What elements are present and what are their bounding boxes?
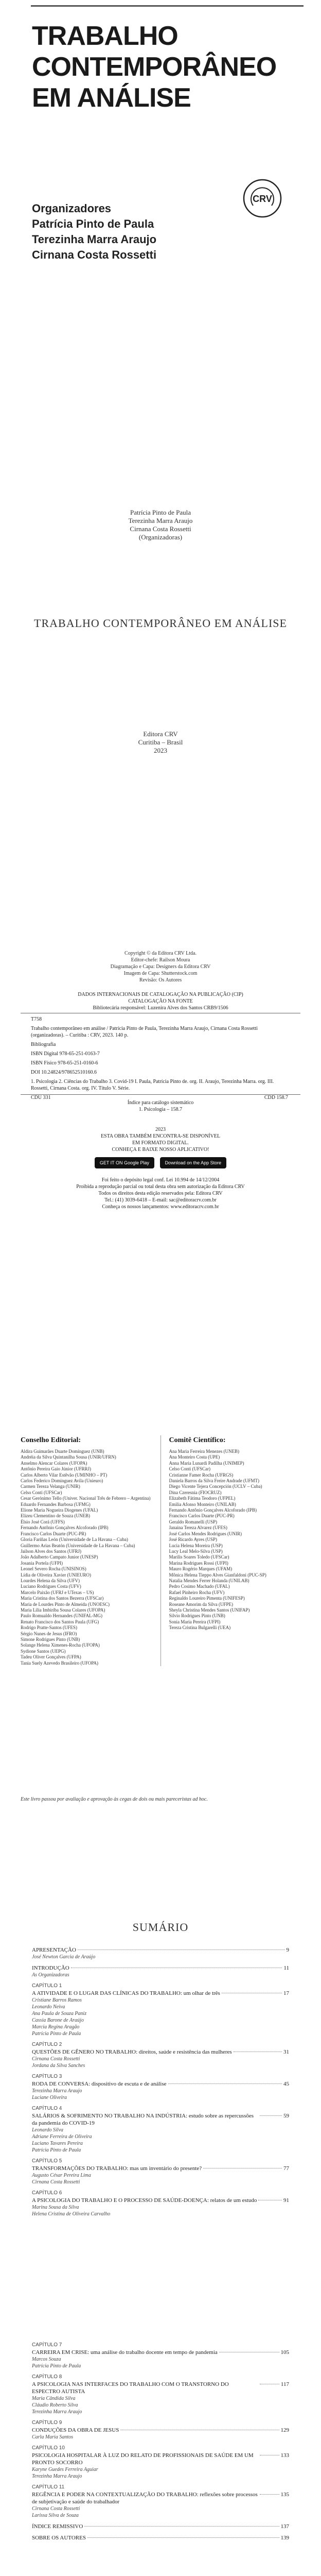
- summary-entry-title: A PSICOLOGIA NAS INTERFACES DO TRABALHO COM O TRANSTORNO DO ESPECTRO AUTISTA: [32, 2381, 229, 2395]
- legal-line: Foi feito o depósito legal conf. Lei 10.994 de 14/12/2004: [101, 1177, 220, 1183]
- editorial-member: Lídia de Oliveira Xavier (UNIEURO): [21, 1572, 91, 1578]
- summary-author: Marina Sousa da Silva: [32, 2205, 79, 2210]
- half-title-page: [0, 462, 321, 924]
- summary-title-row: [32, 2048, 289, 2056]
- organizer-name: Terezinha Marra Araujo: [128, 517, 193, 524]
- summary-author: Luciano Tavares Pereira: [32, 2141, 83, 2146]
- editorial-member: Élsio José Corá (UFFS): [21, 1519, 65, 1524]
- crv-logo-icon: [242, 178, 283, 219]
- cdu-code: CDU 331: [31, 1095, 51, 1100]
- summary-title-row: [32, 2349, 289, 2356]
- summary-page-2: [0, 2311, 321, 2576]
- summary-chapter-label: CAPÍTULO 11: [32, 2484, 65, 2490]
- scientific-member: José Ricardo Ayres (USP): [169, 1537, 217, 1543]
- summary-entry[interactable]: [32, 2523, 289, 2530]
- editorial-member: Maria Lília Imbiriba Sousa Colares (UFOPA): [21, 1607, 105, 1613]
- cip-title-line: CATALOGAÇÃO NA FONTE: [128, 998, 193, 1004]
- summary-entry-title: SOBRE OS AUTORES: [32, 2535, 86, 2541]
- summary-author: As Organizadoras: [32, 1972, 69, 1978]
- summary-leader-dots: [168, 2083, 282, 2084]
- summary-author: Maria Cândida Silva: [32, 2396, 76, 2401]
- cip-title-line: DADOS INTERNACIONAIS DE CATALOGAÇÃO NA PUBLICAÇÃO (CIP): [78, 992, 243, 997]
- scientific-member: Ana Maria Ferreira Menezes (UNEB): [169, 1449, 239, 1454]
- summary-title-row: [32, 2112, 289, 2127]
- summary-entry-title: APRESENTAÇÃO: [32, 1947, 76, 1953]
- summary-entry-title: INTRODUÇÃO: [32, 1965, 69, 1971]
- summary-entry-title: PSICOLOGIA HOSPITALAR À LUZ DO RELATO DE PROFISSIONAIS DE SAÚDE EM UM PRONTO SOCORRO: [32, 2452, 254, 2466]
- summary-entry[interactable]: [32, 1964, 289, 1978]
- editorial-member: Simone Rodrigues Pinto (UNB): [21, 1637, 80, 1642]
- editorial-member: Sérgio Nunes de Jesus (IFRO): [21, 1631, 77, 1636]
- summary-entry[interactable]: [32, 2445, 289, 2480]
- summary-title-row: [32, 1964, 289, 1972]
- scientific-committee-title: Comitê Científico:: [169, 1436, 226, 1444]
- summary-leader-dots: [260, 2115, 282, 2116]
- editorial-member: Andréia da Silva Quintanilha Sousa (UNIR/UFRN): [21, 1454, 116, 1460]
- summary-chapter-label: CAPÍTULO 9: [32, 2420, 62, 2426]
- summary-entry[interactable]: [32, 1982, 289, 2037]
- scientific-member: Celso Conti (UFSCar): [169, 1466, 211, 1472]
- editorial-member: Carlos Federico Dominguez Avila (Unieuro): [21, 1478, 103, 1484]
- scientific-member: Diego Vicente Tejera Concepción (UCLV – Cuba): [169, 1484, 262, 1489]
- editorial-member: Lourdes Helena da Silva (UFV): [21, 1578, 80, 1583]
- editorial-member: Luciano Rodrigues Costa (UFV): [21, 1584, 81, 1589]
- scientific-member: Reginaldo Loureiro Pimenta (UNIFESP): [169, 1596, 245, 1601]
- summary-leader-dots: [84, 2526, 279, 2527]
- editorial-member: Leonel Severo Rocha (UNISINOS): [21, 1566, 86, 1572]
- editorial-member: Guillermo Arias Beatón (Universidade de La Havana – Cuba): [21, 1543, 135, 1548]
- summary-author: Ana Paula de Souza Paniz: [32, 2011, 87, 2016]
- editorial-member: Maria de Lourdes Pinto de Almeida (UNOESC): [21, 1601, 110, 1607]
- scientific-member: Francisco Carlos Duarte (PUC-PR): [169, 1513, 235, 1519]
- editorial-member: João Adalberto Campato Junior (UNESP): [21, 1554, 98, 1560]
- scientific-member: Lucia Helena Moreira (USP): [169, 1543, 223, 1548]
- scientific-committee: [169, 1435, 301, 1666]
- summary-entry[interactable]: [32, 2190, 289, 2217]
- cip-title: [0, 991, 321, 1011]
- cip-subjects: 1. Psicologia 2. Ciências do Trabalho 3. Covid-19 I. Paula, Patrícia Pinto de. org. II. Araujo, Terezinha Marra. org. III. Rossetti, Cirnana Costa. org. IV. Título V. Série.: [31, 1079, 274, 1091]
- organizer-name: Terezinha Marra Araujo: [32, 233, 157, 246]
- legal-notice: [0, 1177, 321, 1210]
- summary-entry[interactable]: [32, 2484, 289, 2519]
- summary-page-number: 137: [280, 2523, 289, 2530]
- summary-author: Helena Cristina de Oliveira Carvalho: [32, 2211, 111, 2217]
- scientific-member: Rafael Pinheiro Rocha (UFV): [169, 1589, 225, 1595]
- summary-page-number: 133: [280, 2452, 289, 2459]
- organizers-label: Organizadores: [32, 202, 112, 215]
- scientific-member: Emilia Afonso Monteiro (UNILAB): [169, 1501, 236, 1507]
- organizer-name: Cirnana Costa Rossetti: [130, 525, 191, 533]
- summary-title-row: [32, 2491, 289, 2505]
- summary-leader-dots: [260, 2494, 279, 2495]
- summary-author: Leonardo Neiva: [32, 2004, 65, 2010]
- organizers-list: [0, 509, 321, 541]
- summary-page-number: 45: [283, 2081, 289, 2087]
- organizers-block: [32, 201, 238, 263]
- summary-title-row: [32, 2523, 289, 2530]
- summary-author: Terezinha Marra Araujo: [32, 2409, 82, 2415]
- isbn-fisico: ISBN Físico 978-65-251-0160-6: [31, 1060, 98, 1066]
- organizer-name: Cirnana Costa Rossetti: [32, 248, 157, 261]
- summary-title-row: [32, 2197, 289, 2204]
- editorial-member: Francisco Carlos Duarte (PUC-PR): [21, 1531, 86, 1536]
- publisher-block: [0, 730, 321, 755]
- summary-author: José Newton Garcia de Araújo: [32, 1954, 96, 1960]
- summary-author: Cassia Barone de Araújo: [32, 2018, 84, 2023]
- summary-author: Jordana da Silva Sanches: [32, 2063, 85, 2069]
- organizer-name: Patrícia Pinto de Paula: [130, 509, 191, 516]
- cover-title-line: EM ANÁLISE: [32, 83, 191, 113]
- cip-record: [31, 1016, 288, 1104]
- cover-title-line: TRABALHO: [32, 21, 178, 51]
- editorial-member: Josania Portela (UFPI): [21, 1560, 63, 1566]
- editorial-board-list: [21, 1449, 152, 1666]
- summary-page-number: 117: [280, 2381, 289, 2387]
- scientific-member: Elizabeth Fátima Teodoro (UFPEL): [169, 1496, 236, 1501]
- summary-chapter-label: CAPÍTULO 10: [32, 2445, 65, 2451]
- scientific-member: Mauro Rogério Marques (UFAM): [169, 1566, 233, 1572]
- summary-page-number: 59: [283, 2113, 289, 2119]
- summary-author: Marcia Regina Aragão: [32, 2024, 80, 2030]
- editorial-board-title: Conselho Editorial:: [21, 1436, 81, 1444]
- cover-title-line: CONTEMPORÂNEO: [32, 52, 277, 82]
- scientific-member: José Carlos Mendes Rodrigues (UNIR): [169, 1531, 242, 1536]
- publisher-city: Curitiba – Brasil: [138, 738, 183, 746]
- editorial-member: Renato Francisco dos Santos Paula (UFG): [21, 1619, 99, 1624]
- digital-edition-note: [0, 1126, 321, 1153]
- summary-entry[interactable]: [32, 2419, 289, 2441]
- scientific-member: Janaina Tereza Alvarez (UFES): [169, 1525, 227, 1531]
- summary-chapter-label: CAPÍTULO 8: [32, 2374, 62, 2380]
- summary-page-number: 77: [283, 2165, 289, 2172]
- scientific-member: Ana Monteiro Costa (UPE): [169, 1454, 220, 1460]
- editorial-member: Gloria Fariñas León (Universidade de La Havana – Cuba): [21, 1537, 128, 1543]
- summary-author: Leonardo Silva: [32, 2127, 64, 2133]
- print-year: 2023: [155, 1127, 166, 1132]
- boards-divider: [160, 1435, 161, 1666]
- cip-bottom-rule: [21, 1094, 300, 1095]
- design-line: Diagramação e Capa: Designers da Editora CRV: [110, 964, 211, 970]
- summary-entry-title: SALÁRIOS & SOFRIMENTO NO TRABALHO NA INDÚSTRIA: estudo sobre as repercussões da pandemia do COVID-19: [32, 2113, 254, 2126]
- summary-entry[interactable]: [32, 2342, 289, 2369]
- scientific-member: Roseane Amorim da Silva (UFPE): [169, 1601, 233, 1607]
- summary-author: Marcos Souza: [32, 2357, 61, 2362]
- scientific-member: Natalia Mendes Ferrer Holanda (UNILAB): [169, 1578, 249, 1583]
- editorial-member: Tania Suely Azevedo Brasileiro (UFOPA): [21, 1660, 99, 1666]
- scientific-member: Tereza Cristina Bulgarelli (UEA): [169, 1625, 231, 1631]
- summary-title-row: [32, 1946, 289, 1954]
- catalog-index: [0, 1099, 321, 1113]
- editorial-member: Eduardo Fernandes Barbosa (UFMG): [21, 1501, 91, 1507]
- summary-entry-title: A PSICOLOGIA DO TRABALHO E O PROCESSO DE SAÚDE-DOENÇA: relatos de um estudo: [32, 2197, 257, 2204]
- index-entry: 1. Psicologia – 158.7: [138, 1107, 183, 1112]
- scientific-member: Marilis Soares Toledo (UFSCar): [169, 1554, 229, 1560]
- copyright-line: Copyright © da Editora CRV Ltda.: [124, 951, 197, 956]
- summary-entry[interactable]: [32, 2534, 289, 2541]
- cover-top-rule: [31, 5, 304, 7]
- copyright-credits: [0, 950, 321, 984]
- summary-chapter-label: CAPÍTULO 1: [32, 1983, 62, 1989]
- summary-author: Larissa Silva de Souza: [32, 2513, 79, 2518]
- contact-line: Tel.: (41) 3039-6418 – E-mail: sac@editoracrv.com.br: [104, 1197, 217, 1203]
- publication-year: 2023: [154, 747, 167, 754]
- summary-entry-title: TRANSFORMAÇÕES DO TRABALHO: mas um inventário do presente?: [32, 2165, 202, 2172]
- summary-page-number: 91: [283, 2197, 289, 2204]
- cdd-code: CDD 158.7: [264, 1095, 288, 1100]
- summary-entry[interactable]: [32, 1946, 289, 1960]
- summary-author: Cristiane Barros Ramos: [32, 1997, 82, 2003]
- google-play-badge[interactable]: GET IT ON Google Play: [95, 1157, 154, 1168]
- editorial-member: Paulo Romualdo Hernandes (UNIFAL-MG): [21, 1613, 103, 1619]
- crv-logo-text: CRV: [253, 194, 272, 204]
- scientific-member: Silvio Rodrigues Pinto (UNB): [169, 1613, 225, 1619]
- summary-chapter-label: CAPÍTULO 5: [32, 2158, 62, 2164]
- summary-entry-title: QUESTÕES DE GÊNERO NO TRABALHO: direitos, saúde e resistência das mulheres: [32, 2049, 232, 2055]
- editorial-member: Carlos Alberto Vilar Estêvão (UMINHO – PT): [21, 1472, 108, 1478]
- editorial-member: Antônio Pereira Gaio Júnior (UFRRJ): [21, 1466, 91, 1472]
- scientific-member: Cristianne Famer Rocha (UFRGS): [169, 1472, 234, 1478]
- summary-page-number: 9: [286, 1947, 289, 1953]
- scientific-member: Fernando Antônio Gonçalves Alcoforado (IPB): [169, 1507, 257, 1513]
- summary-entry-title: CONDUÇÕES DA OBRA DE JESUS: [32, 2427, 119, 2433]
- doi: DOI 10.24824/978652510160.6: [31, 1070, 97, 1075]
- summary-list-continued: [32, 2342, 289, 2546]
- organizer-name: Patrícia Pinto de Paula: [32, 217, 154, 230]
- isbn-digital: ISBN Digital 978-65-251-0163-7: [31, 1051, 100, 1057]
- summary-author: Patrícia Pinto de Paula: [32, 2147, 81, 2153]
- scientific-member: Geraldo Romanelli (USP): [169, 1519, 217, 1524]
- summary-page-number: 105: [280, 2349, 289, 2355]
- peer-review-note: Este livro passou por avaliação e aprovação às cegas de dois ou mais pareceristas ad hoc.: [21, 1797, 208, 1802]
- scientific-member: Anna Maria Lunardi Padilha (UNIMEP): [169, 1460, 244, 1466]
- summary-author: Terezinha Marra Araujo: [32, 2473, 82, 2479]
- summary-entry-title: A ATIVIDADE E O LUGAR DAS CLÍNICAS DO TRABALHO: um olhar de três: [32, 1990, 220, 1996]
- summary-title-row: [32, 2165, 289, 2172]
- summary-author: Karyne Guedes Ferreira Aguiar: [32, 2467, 98, 2472]
- editorial-member: Celso Conti (UFSCar): [21, 1489, 62, 1495]
- editorial-member: Cesar Gerónimo Tello (Univer. Nacional Três de Febrero – Argentina): [21, 1496, 151, 1501]
- legal-line: Todos os direitos desta edição reservados pela: Editora CRV: [98, 1191, 223, 1196]
- editorial-member: Carmen Tereza Velanga (UNIR): [21, 1484, 80, 1489]
- cover-page: [0, 0, 321, 462]
- digital-note: ESTA OBRA TAMBÉM ENCONTRA-SE DISPONÍVEL: [100, 1133, 221, 1139]
- review-line: Revisão: Os Autores: [139, 977, 182, 983]
- scientific-member: Pedro Cosimo Machado (UFAL): [169, 1584, 230, 1589]
- store-badges: [0, 1157, 321, 1168]
- editorial-member: Marcelo Paixão (UFRJ e UTexas – US): [21, 1589, 94, 1595]
- editorial-member: Rodrigo Pratte-Santos (UFES): [21, 1625, 77, 1631]
- digital-note: EM FORMATO DIGITAL.: [132, 1140, 189, 1146]
- scientific-member: Mônica Helena Tieppo Alves Gianfaldoni (PUC-SP): [169, 1572, 266, 1578]
- summary-chapter-label: CAPÍTULO 7: [32, 2342, 62, 2348]
- editor-line: Editor-chefe: Railson Moura: [131, 957, 190, 963]
- cip-librarian: Bibliotecária responsável: Luzenira Alves dos Santos CRB9/1506: [93, 1005, 228, 1011]
- scientific-member: Daniela Barros da Silva Freire Andrade (UFMT): [169, 1478, 259, 1484]
- summary-list: [32, 1946, 289, 2222]
- book-title: TRABALHO CONTEMPORÂNEO EM ANÁLISE: [34, 617, 287, 630]
- scientific-committee-list: [169, 1449, 301, 1631]
- summary-chapter-label: CAPÍTULO 4: [32, 2106, 62, 2111]
- copyright-page: [0, 924, 321, 1386]
- scientific-member: Marina Rodrigues Rossi (UFPI): [169, 1560, 228, 1566]
- scientific-member: Sheyla Christina Mendes Santos (UNIFAP): [169, 1607, 250, 1613]
- summary-entry[interactable]: [32, 2374, 289, 2415]
- summary-entry-title: ÍNDICE REMISSIVO: [32, 2523, 83, 2530]
- editorial-member: Elione Maria Nogueira Diogenes (UFAL): [21, 1507, 98, 1513]
- summary-author: Augusto César Pereira Lima: [32, 2173, 91, 2178]
- summary-author: Carla Maria Santos: [32, 2434, 74, 2440]
- summary-entry[interactable]: [32, 2041, 289, 2069]
- cip-bibliography: Bibliografia: [31, 1042, 56, 1047]
- editorial-member: Tadeu Oliver Gonçalves (UFPA): [21, 1654, 81, 1660]
- organizers-role: (Organizadoras): [138, 533, 183, 541]
- cover-image-line: Imagem de Capa: Shutterstock.com: [123, 971, 198, 976]
- editorial-member: Jailson Alves dos Santos (UFRJ): [21, 1548, 82, 1554]
- app-store-badge[interactable]: Download on the App Store: [160, 1157, 227, 1168]
- summary-author: Cirnana Costa Rossetti: [32, 2506, 80, 2512]
- summary-page-1: [0, 1849, 321, 2311]
- summary-chapter-label: CAPÍTULO 6: [32, 2190, 62, 2196]
- boards-page: [0, 1386, 321, 1849]
- summary-page-number: 17: [283, 1990, 289, 1996]
- publisher-name: Editora CRV: [143, 730, 178, 738]
- editorial-member: Fernando Antônio Gonçalves Alcoforado (IPB): [21, 1525, 109, 1531]
- summary-page-number: 11: [283, 1965, 289, 1971]
- editorial-member: Maria Cristina dos Santos Bezerra (UFSCar): [21, 1596, 104, 1601]
- summary-author: Cláudio Roberto Silva: [32, 2402, 78, 2408]
- boards-columns: [21, 1435, 300, 1666]
- summary-leader-dots: [87, 2537, 279, 2538]
- index-title: Índice para catálogo sistemático: [127, 1100, 194, 1106]
- summary-title-row: [32, 1990, 289, 1997]
- summary-page-number: 135: [280, 2492, 289, 2498]
- website-line[interactable]: Conheça os nossos lançamentos: www.editoracrv.com.br: [102, 1204, 219, 1210]
- summary-chapter-label: CAPÍTULO 3: [32, 2074, 62, 2079]
- editorial-member: Sydione Santos (UEPG): [21, 1648, 66, 1654]
- summary-page-number: 129: [280, 2427, 289, 2433]
- summary-chapter-label: CAPÍTULO 2: [32, 2042, 62, 2047]
- summary-entry[interactable]: [32, 2073, 289, 2101]
- cip-entry: Trabalho contemporâneo em análise / Patrícia Pinto de Paula, Terezinha Marra Araujo, Cirnana Costa Rossetti (organizadoras). – Curitiba : CRV, 2023. 140 p.: [31, 1026, 258, 1038]
- summary-title-row: [32, 2381, 289, 2395]
- summary-author: Terezinha Marra Araujo: [32, 2088, 82, 2094]
- editorial-member: Anselmo Alencar Colares (UFOPA): [21, 1460, 87, 1466]
- summary-page-number: 31: [283, 2049, 289, 2055]
- editorial-member: Solange Helena Ximenes-Rocha (UFOPA): [21, 1642, 100, 1648]
- summary-author: Adriane Ferreira de Oliveira: [32, 2134, 92, 2140]
- summary-title-row: [32, 2452, 289, 2466]
- summary-entry[interactable]: [32, 2105, 289, 2154]
- summary-author: Cirnana Costa Rossetti: [32, 2056, 80, 2062]
- editorial-board: [21, 1435, 152, 1666]
- editorial-member: Aldira Guimarães Duarte Domínguez (UNB): [21, 1449, 104, 1454]
- cover-title: [32, 21, 289, 113]
- summary-author: Cirnana Costa Rossetti: [32, 2179, 80, 2185]
- summary-entry-title: REGÊNCIA E PODER NA CONTEXTUALIZAÇÃO DO TRABALHO: reflexões sobre processos de subjetivação e saúde do trabalhador: [32, 2492, 258, 2505]
- summary-entry-title: RODA DE CONVERSA: dispositivo de escuta e de análise: [32, 2081, 167, 2087]
- summary-title-row: [32, 2534, 289, 2541]
- summary-entry-title: CARREIRA EM CRISE: uma análise do trabalho docente em tempo de pandemia: [32, 2349, 218, 2355]
- summary-page-number: 139: [280, 2535, 289, 2541]
- summary-entry[interactable]: [32, 2158, 289, 2185]
- app-invite: CONHEÇA E BAIXE NOSSO APLICATIVO!: [112, 1147, 209, 1153]
- summary-author: Luciane Oliveira: [32, 2095, 67, 2100]
- summary-title-row: [32, 2427, 289, 2434]
- scientific-member: Lucy Leal Melo-Silva (USP): [169, 1548, 223, 1554]
- summary-title-row: [32, 2080, 289, 2088]
- scientific-member: Dina Czeresnia (FIOCRUZ): [169, 1489, 222, 1495]
- summary-title: SUMÁRIO: [132, 1921, 189, 1934]
- summary-author: Patrícia Pinto de Paula: [32, 2363, 81, 2369]
- legal-line: Proibida a reprodução parcial ou total desta obra sem autorização da Editora CRV: [76, 1184, 245, 1190]
- summary-author: Patrícia Pinto de Paula: [32, 2031, 81, 2037]
- cip-code: T758: [31, 1016, 42, 1022]
- scientific-member: Sonia Maria Pereira (UFPI): [169, 1619, 221, 1624]
- editorial-member: Elizeu Clementino de Souza (UNEB): [21, 1513, 90, 1519]
